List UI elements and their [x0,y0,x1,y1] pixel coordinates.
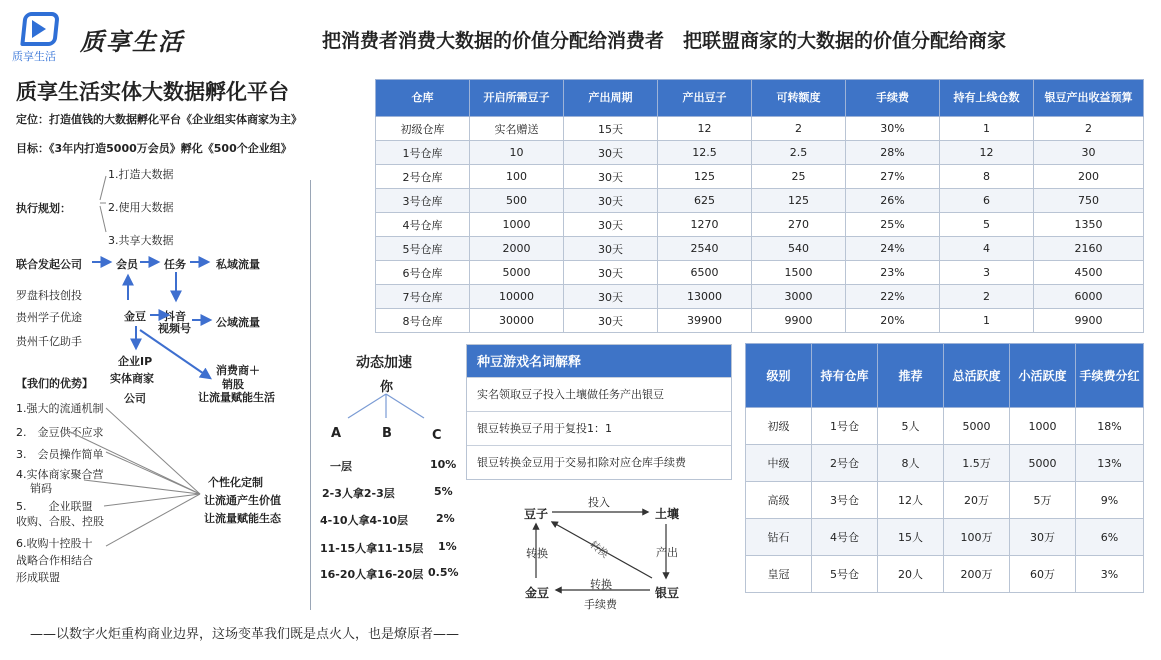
dynamic-level: 一层 [330,460,352,473]
table-cell: 2 [940,285,1034,309]
cycle-output: 产出 [656,546,678,559]
table-cell: 22% [846,285,940,309]
table-cell: 1350 [1034,213,1144,237]
cycle-convert-diag: 转换 [587,539,611,561]
page-title: 质享生活实体大数据孵化平台 [16,80,289,104]
table-cell: 1 [940,117,1034,141]
table-cell: 18% [1076,408,1144,445]
positioning: 定位：打造值钱的大数据孵化平台《企业组实体商家为主》 [16,113,302,126]
table-cell: 3号仓 [812,482,878,519]
column-header: 可转额度 [752,80,846,117]
table-cell: 100 [470,165,564,189]
column-header: 级别 [746,344,812,408]
table-cell: 8人 [878,445,944,482]
table-cell: 1500 [752,261,846,285]
dynamic-rate: 5% [434,485,453,498]
table-row [746,519,1144,556]
table-cell: 6500 [658,261,752,285]
table-cell: 12 [940,141,1034,165]
table-cell: 实名赠送 [470,117,564,141]
flow-merchant: 实体商家 [110,372,154,385]
table-cell: 13000 [658,285,752,309]
slogan: 把消费者消费大数据的价值分配给消费者 把联盟商家的大数据的价值分配给商家 [322,30,1007,52]
dynamic-level: 16-20人拿16-20层 [320,568,424,581]
advantage-item: 5. 企业联盟 [16,500,93,513]
glossary-title: 种豆游戏名词解释 [467,345,731,377]
table-cell: 200万 [944,556,1010,593]
brand-name: 质享生活 [80,27,184,56]
table-cell: 30000 [470,309,564,333]
table-row [746,445,1144,482]
table-cell: 2000 [470,237,564,261]
table-row [746,556,1144,593]
table-cell: 2 [752,117,846,141]
plan-item: 1.打造大数据 [108,168,174,181]
column-header: 仓库 [376,80,470,117]
table-cell: 200 [1034,165,1144,189]
table-cell: 30天 [564,189,658,213]
flow-douyin: 抖音 [164,310,186,323]
table-cell: 中级 [746,445,812,482]
flow-company: 联合发起公司 [16,258,82,271]
cycle-silver: 银豆 [655,586,680,600]
table-cell: 2 [1034,117,1144,141]
table-cell: 12人 [878,482,944,519]
table-cell: 26% [846,189,940,213]
table-row [376,237,1144,261]
glossary-item: 实名领取豆子投入土壤做任务产出银豆 [467,377,731,411]
dynamic-rate: 2% [436,512,455,525]
table-cell: 5人 [878,408,944,445]
flow-public-traffic: 公域流量 [216,316,260,329]
table-cell: 30天 [564,165,658,189]
table-cell: 23% [846,261,940,285]
table-cell: 1270 [658,213,752,237]
table-cell: 1 [940,309,1034,333]
warehouse-table [375,79,1144,333]
goal: 目标：《3年内打造5000万会员》孵化《500个企业组》 [16,142,292,155]
advantage-item: 6.收购十控股十 [16,537,93,550]
column-header: 产出周期 [564,80,658,117]
flow-sales: 销股 [222,378,244,391]
table-cell: 3号仓库 [376,189,470,213]
table-cell: 30 [1034,141,1144,165]
table-cell: 5000 [1010,445,1076,482]
table-cell: 270 [752,213,846,237]
table-cell: 30天 [564,237,658,261]
table-cell: 30万 [1010,519,1076,556]
table-cell: 12 [658,117,752,141]
column-header: 手续费分红 [1076,344,1144,408]
table-row [376,261,1144,285]
level-table-body [746,408,1144,593]
column-header: 总活跃度 [944,344,1010,408]
table-cell: 500 [470,189,564,213]
table-cell: 9900 [752,309,846,333]
logo-subtitle: 质享生活 [12,50,56,63]
table-row [376,189,1144,213]
table-cell: 2540 [658,237,752,261]
dynamic-level: 2-3人拿2-3层 [322,487,395,500]
partner: 贵州学子优途 [16,311,82,324]
cycle-convert-bottom: 转换 [590,578,612,591]
table-cell: 5 [940,213,1034,237]
column-header: 持有仓库 [812,344,878,408]
table-cell: 初级仓库 [376,117,470,141]
table-cell: 4 [940,237,1034,261]
dynamic-rate: 1% [438,540,457,553]
dynamic-level: 4-10人拿4-10层 [320,514,409,527]
table-cell: 8号仓库 [376,309,470,333]
cycle-convert: 转换 [526,547,548,560]
custom-item: 个性化定制 [208,476,263,489]
cycle-gold: 金豆 [525,586,550,600]
advantage-item: 收购、合股、控股 [16,515,104,528]
table-cell: 4500 [1034,261,1144,285]
table-cell: 625 [658,189,752,213]
cycle-fee: 手续费 [584,598,617,611]
table-cell: 24% [846,237,940,261]
table-cell: 2号仓 [812,445,878,482]
dynamic-you: 你 [380,380,394,395]
table-cell: 5号仓库 [376,237,470,261]
table-row [376,309,1144,333]
table-cell: 30天 [564,309,658,333]
advantage-item: 3. 会员操作简单 [16,448,104,461]
table-cell: 3% [1076,556,1144,593]
warehouse-table-body [376,117,1144,333]
table-cell: 1号仓库 [376,141,470,165]
partner: 罗盘科技创投 [16,289,82,302]
table-cell: 5000 [470,261,564,285]
table-cell: 12.5 [658,141,752,165]
flow-gold: 金豆 [124,310,146,323]
table-cell: 6000 [1034,285,1144,309]
flow-private-traffic: 私域流量 [216,258,260,271]
column-header: 产出豆子 [658,80,752,117]
column-header: 手续费 [846,80,940,117]
flow-ip: 企业IP [118,355,153,368]
table-cell: 20万 [944,482,1010,519]
table-cell: 27% [846,165,940,189]
table-row [376,117,1144,141]
custom-item: 让流量赋能生态 [204,512,281,525]
table-cell: 1000 [1010,408,1076,445]
table-cell: 6% [1076,519,1144,556]
table-cell: 3000 [752,285,846,309]
dynamic-a: A [331,426,342,441]
table-cell: 4号仓 [812,519,878,556]
column-header: 银豆产出收益预算 [1034,80,1144,117]
table-cell: 39900 [658,309,752,333]
table-cell: 2160 [1034,237,1144,261]
table-cell: 6号仓库 [376,261,470,285]
table-cell: 125 [658,165,752,189]
table-cell: 4号仓库 [376,213,470,237]
table-cell: 9900 [1034,309,1144,333]
table-cell: 6 [940,189,1034,213]
advantage-item: 销码 [30,482,52,495]
table-cell: 25 [752,165,846,189]
dynamic-rate: 0.5% [428,566,459,579]
table-cell: 540 [752,237,846,261]
table-cell: 13% [1076,445,1144,482]
table-cell: 1000 [470,213,564,237]
table-cell: 28% [846,141,940,165]
table-cell: 3 [940,261,1034,285]
flow-company2: 公司 [124,392,146,405]
dynamic-title: 动态加速 [356,355,412,371]
table-row [376,141,1144,165]
table-row [376,213,1144,237]
flow-consumer: 消费商＋ [216,364,260,377]
table-cell: 初级 [746,408,812,445]
partner: 贵州千亿助手 [16,335,82,348]
table-cell: 1.5万 [944,445,1010,482]
dynamic-level: 11-15人拿11-15层 [320,542,424,555]
plan-item: 2.使用大数据 [108,201,174,214]
flow-task: 任务 [164,258,186,271]
table-row [746,482,1144,519]
column-header: 持有上线仓数 [940,80,1034,117]
advantage-item: 2. 金豆供不应求 [16,426,104,439]
table-cell: 9% [1076,482,1144,519]
table-cell: 750 [1034,189,1144,213]
plan-label: 执行规划： [16,202,71,215]
table-cell: 30天 [564,141,658,165]
column-header: 开启所需豆子 [470,80,564,117]
table-cell: 30天 [564,213,658,237]
table-cell: 30% [846,117,940,141]
plan-item: 3.共享大数据 [108,234,174,247]
table-cell: 15天 [564,117,658,141]
table-cell: 5000 [944,408,1010,445]
cycle-bean: 豆子 [524,507,549,521]
table-cell: 25% [846,213,940,237]
table-cell: 10000 [470,285,564,309]
table-cell: 5号仓 [812,556,878,593]
custom-item: 让流通产生价值 [204,494,281,507]
cycle-soil: 土壤 [655,507,680,521]
table-cell: 20% [846,309,940,333]
table-cell: 2.5 [752,141,846,165]
glossary-box [466,344,732,480]
advantage-item: 战略合作相结合 [16,554,93,567]
glossary-item: 银豆转换金豆用于交易扣除对应仓库手续费 [467,445,731,479]
cycle-invest: 投入 [588,496,610,509]
table-cell: 60万 [1010,556,1076,593]
table-row [746,408,1144,445]
table-cell: 7号仓库 [376,285,470,309]
flow-member: 会员 [116,258,138,271]
table-cell: 20人 [878,556,944,593]
table-cell: 8 [940,165,1034,189]
table-cell: 钻石 [746,519,812,556]
column-header: 推荐 [878,344,944,408]
level-table [745,343,1144,593]
advantage-item: 形成联盟 [16,571,60,584]
table-cell: 1号仓 [812,408,878,445]
table-cell: 10 [470,141,564,165]
flow-ecology: 让流量赋能生活 [198,391,275,404]
table-cell: 30天 [564,261,658,285]
table-cell: 100万 [944,519,1010,556]
table-cell: 30天 [564,285,658,309]
advantages-title: 【我们的优势】 [16,377,93,390]
flow-video: 视频号 [158,322,191,335]
advantage-item: 1.强大的流通机制 [16,402,104,415]
glossary-item: 银豆转换豆子用于复投1：1 [467,411,731,445]
column-header: 小活跃度 [1010,344,1076,408]
table-cell: 15人 [878,519,944,556]
footer-quote: ——以数字火炬重构商业边界，这场变革我们既是点火人，也是燎原者—— [30,627,460,642]
table-cell: 5万 [1010,482,1076,519]
advantage-item: 4.实体商家聚合营 [16,468,104,481]
table-cell: 125 [752,189,846,213]
table-cell: 皇冠 [746,556,812,593]
table-row [376,165,1144,189]
table-row [376,285,1144,309]
dynamic-b: B [382,426,392,441]
dynamic-rate: 10% [430,458,457,471]
table-cell: 2号仓库 [376,165,470,189]
dynamic-c: C [432,428,442,443]
table-cell: 高级 [746,482,812,519]
